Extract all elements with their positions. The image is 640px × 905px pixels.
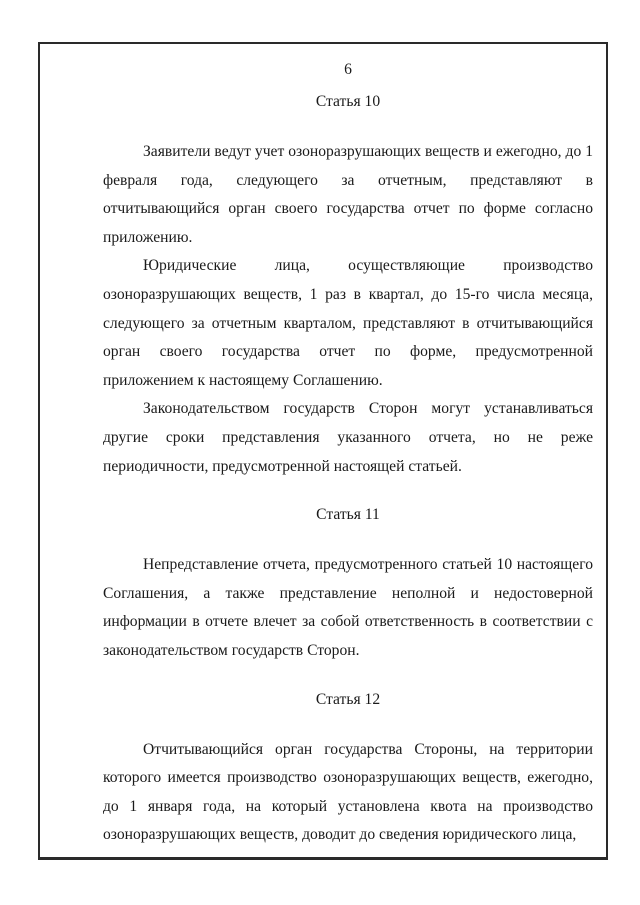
document-body: [103, 58, 593, 850]
article-12: [103, 688, 593, 850]
article-title: Статья 10: [315, 93, 381, 110]
paragraph: Отчитывающийся орган государства Стороны, на территории которого имеется производство озоноразрушающих веществ, ежегодно, до 1 января года, на который установлена квота на производство озоноразрушающих веществ, доводит до сведения юридического лица,: [103, 740, 593, 844]
article-title: Статья 11: [316, 506, 380, 524]
paragraph: Непредставление отчета, предусмотренного статьей 10 настоящего Соглашения, а также представление неполной и недостоверной информации в отчете влечет за собой ответственность в соответствии с законодательством государств Сторон.: [103, 556, 593, 659]
page-number: 6: [344, 61, 352, 78]
article-10: [103, 90, 593, 481]
article-11: [103, 503, 593, 665]
paragraph: Юридические лица, осуществляющие производство озоноразрушающих веществ, 1 раз в квартал, до 15-го числа месяца, следующего за отчетным кварталом, представляют в отчитывающийся орган своего государства отчет по форме, предусмотренной приложением к настоящему Соглашению.: [103, 257, 593, 389]
paragraph: Законодательством государств Сторон могут устанавливаться другие сроки представления указанного отчета, но не реже периодичности, предусмотренной настоящей статьей.: [103, 400, 593, 475]
paragraph: Заявители ведут учет озоноразрушающих веществ и ежегодно, до 1 февраля года, следующего за отчетным, представляют в отчитывающийся орган своего государства отчет по форме согласно приложению.: [103, 143, 593, 246]
article-title: Статья 12: [315, 690, 381, 708]
